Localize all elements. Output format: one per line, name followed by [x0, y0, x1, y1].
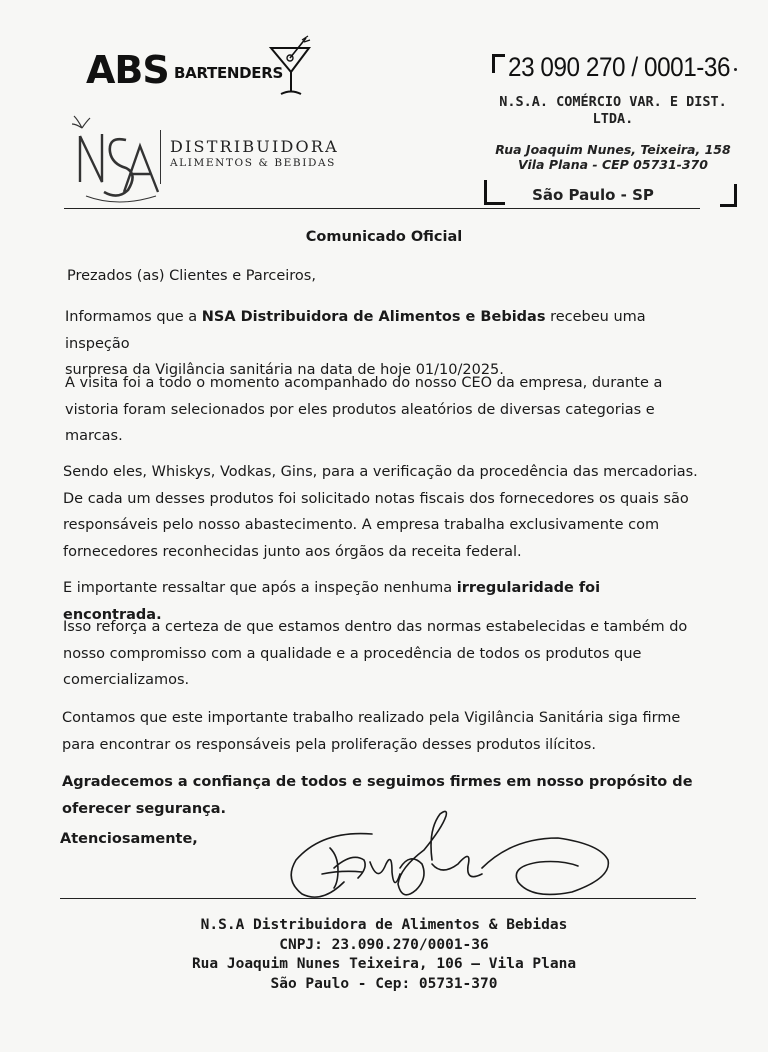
nsa-monogram-logo [68, 112, 168, 208]
paragraph-line: fornecedores reconhecidas junto aos órgãos da receita federal. [63, 543, 522, 560]
paragraph-line: Contamos que este importante trabalho realizado pela Vigilância Sanitária siga firme [62, 710, 681, 726]
paragraph-products [63, 459, 703, 565]
paragraph-line: responsáveis pelo nosso abastecimento. A empresa trabalha exclusivamente com [63, 517, 660, 533]
nsa-name-text: DISTRIBUIDORA [170, 137, 339, 156]
stamp-address [488, 142, 738, 172]
company-name-bold: NSA Distribuidora de Alimentos e Bebidas [201, 309, 546, 325]
abs-bartenders-logo [86, 44, 326, 104]
paragraph-line: De cada um desses produtos foi solicitado notas fiscais dos fornecedores os quais são [63, 490, 689, 507]
nsa-subtitle-text: ALIMENTOS & BEBIDAS [170, 157, 336, 169]
signature-line [60, 898, 696, 899]
paragraph-line: Isso reforça a certeza de que estamos dentro das normas estabelecidas e também do [63, 619, 688, 635]
result-bold: irregularidade foi encontrada. [63, 580, 601, 623]
martini-glass-icon [268, 34, 312, 100]
footer-company-name: N.S.A Distribuidora de Alimentos & Bebidas [200, 917, 568, 933]
paragraph-line: A visita foi a todo o momento acompanhado do nosso CEO da empresa, durante a [65, 375, 663, 391]
footer-cnpj: CNPJ: 23.090.270/0001-36 [279, 936, 489, 953]
stamp-bracket-bottom-right [720, 184, 737, 207]
paragraph-line: oferecer segurança. [62, 800, 227, 817]
paragraph-line: Agradecemos a confiança de todos e seguimos firmes em nosso propósito de [62, 774, 693, 790]
stamp-address-line1: Rua Joaquim Nunes, Teixeira, 158 [495, 142, 731, 157]
header-divider [64, 208, 700, 209]
sign-off: Atenciosamente, [60, 831, 198, 847]
stamp-address-line2: Vila Plana - CEP 05731-370 [518, 157, 708, 172]
abs-tagline-text: BARTENDERS [174, 64, 284, 82]
stamp-cnpj: 23 090 270 / 0001-36 [508, 52, 731, 82]
abs-brand-text: ABS [86, 48, 169, 92]
stamp-city: São Paulo - SP [532, 186, 654, 204]
handwritten-signature [282, 808, 622, 908]
stamp-company-line1: N.S.A. COMÉRCIO VAR. E DIST. [499, 94, 727, 110]
document-title: Comunicado Oficial [305, 229, 463, 245]
paragraph-line: vistoria foram selecionados por eles produtos aleatórios de diversas categorias e [65, 401, 655, 418]
paragraph-visit [65, 370, 705, 450]
cnpj-stamp [488, 44, 748, 214]
footer-city: São Paulo - Cep: 05731-370 [270, 975, 498, 992]
paragraph-line: comercializamos. [63, 672, 190, 688]
paragraph-line: Informamos que a NSA Distribuidora de Alimentos e Bebidas recebeu uma inspeção [65, 309, 646, 352]
paragraph-line: Sendo eles, Whiskys, Vodkas, Gins, para a verificação da procedência das mercadorias. [63, 464, 698, 480]
footer-address: Rua Joaquim Nunes Teixeira, 106 – Vila Plana [191, 956, 577, 972]
stamp-company-name [488, 94, 738, 128]
paragraph-line: para encontrar os responsáveis pela proliferação desses produtos ilícitos. [62, 736, 596, 753]
paragraph-line: nosso compromisso com a qualidade e a procedência de todos os produtos que [63, 645, 642, 662]
greeting: Prezados (as) Clientes e Parceiros, [67, 268, 316, 284]
paragraph-vigilance [62, 705, 702, 758]
stamp-company-line2: LTDA. [592, 111, 634, 127]
paragraph-line: surpresa da Vigilância sanitária na data de hoje 01/10/2025. [65, 362, 504, 378]
stamp-bracket-top-left [492, 54, 505, 73]
paragraph-line: marcas. [65, 428, 123, 444]
paragraph-compliance [63, 614, 703, 694]
paragraph-line: E importante ressaltar que após a inspeção nenhuma irregularidade foi encontrada. [63, 580, 601, 623]
nsa-logo-divider [160, 130, 161, 184]
stamp-dot [734, 68, 737, 71]
footer-company-info [0, 916, 768, 994]
